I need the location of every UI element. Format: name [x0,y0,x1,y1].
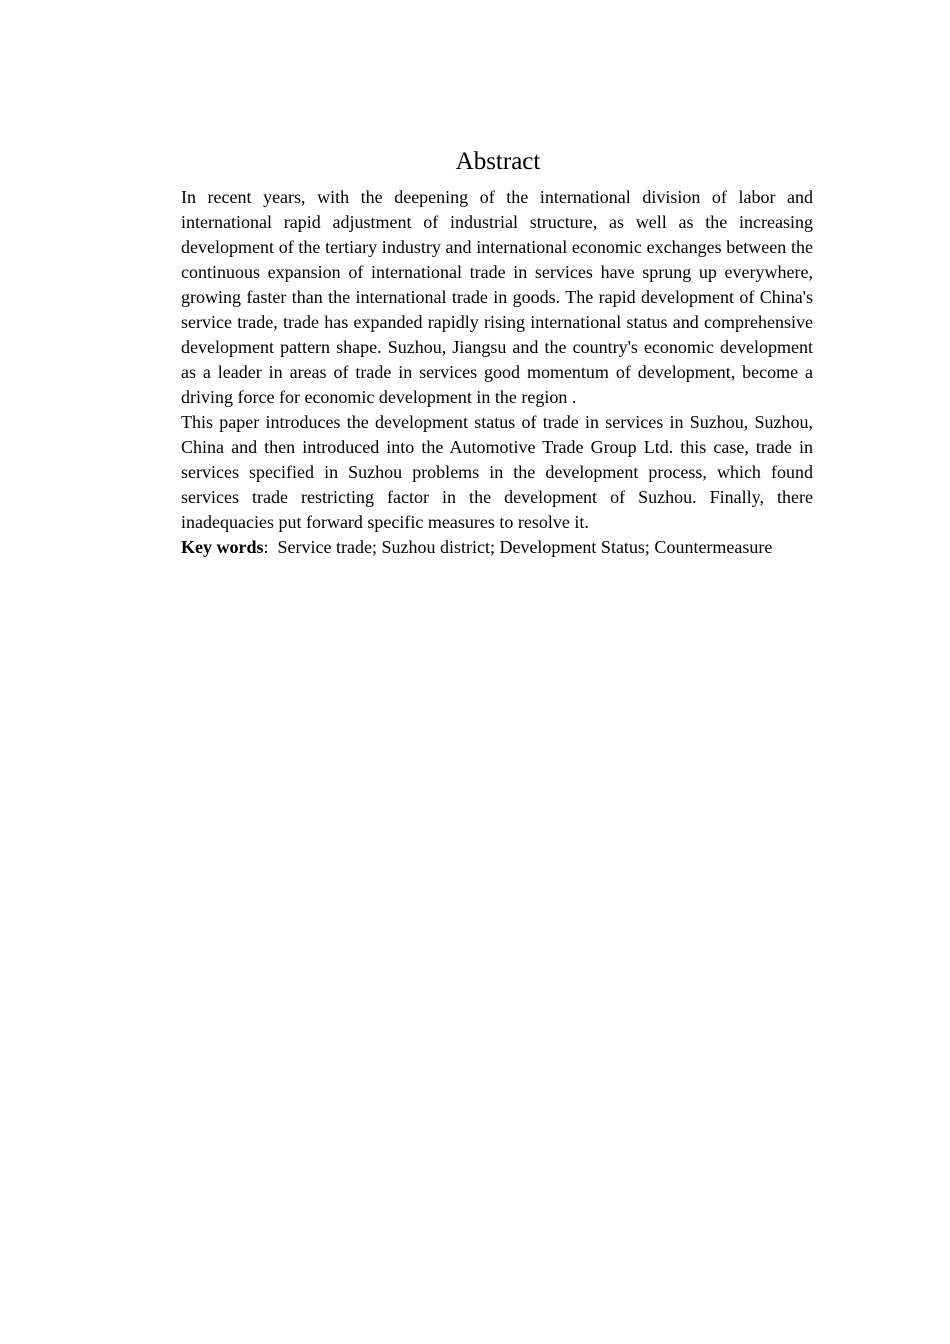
keywords-line [181,535,813,560]
abstract-paragraph: In recent years, with the deepening of the international division of labor and international rapid adjustment of industrial structure, as well as the increasing development of the tertiary industry and international economic exchanges between the continuous expansion of international trade in services have sprung up everywhere, growing faster than the international trade in goods. The rapid development of China's service trade, trade has expanded rapidly rising international status and comprehensive development pattern shape. Suzhou, Jiangsu and the country's economic development as a leader in areas of trade in services good momentum of development, become a driving force for economic development in the region . [181,187,813,407]
keywords-text: Service trade; Suzhou district; Development Status; Countermeasure [277,537,773,557]
keywords-label: Key words [181,537,264,557]
abstract-section [181,144,813,560]
keywords-separator: : [263,537,269,557]
page-title: Abstract [455,148,541,175]
abstract-paragraph: This paper introduces the development status of trade in services in Suzhou, Suzhou, China and then introduced into the Automotive Trade Group Ltd. this case, trade in services specified in Suzhou problems in the development process, which found services trade restricting factor in the development of Suzhou. Finally, there inadequacies put forward specific measures to resolve it. [181,412,813,532]
